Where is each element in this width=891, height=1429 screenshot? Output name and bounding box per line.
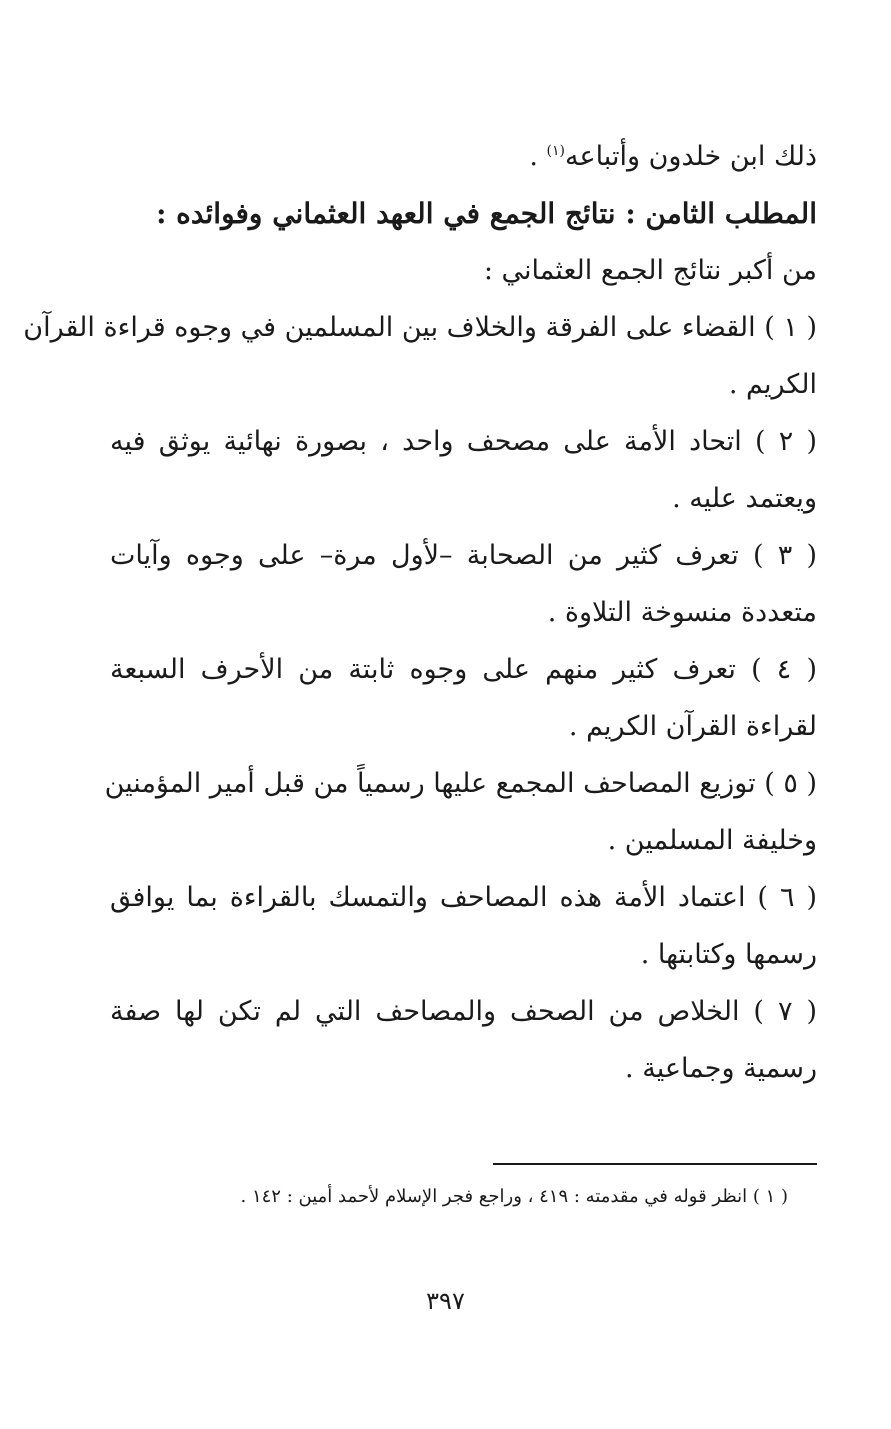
intro-line xyxy=(110,128,817,185)
list-item-5-line-1: ( ٥ ) توزيع المصاحف المجمع عليها رسمياً من قبل أمير المؤمنين xyxy=(104,768,817,799)
intro-end: . xyxy=(529,141,538,172)
list-item-3-line-2: متعددة منسوخة التلاوة . xyxy=(547,597,817,628)
intro-text: ذلك ابن خلدون وأتباعه xyxy=(564,141,817,172)
section-heading: المطلب الثامن : نتائج الجمع في العهد العثماني وفوائده : xyxy=(156,197,817,230)
list-item-1-line-1: ( ١ ) القضاء على الفرقة والخلاف بين المسلمين في وجوه قراءة القرآن xyxy=(23,312,817,343)
footnote-separator xyxy=(493,1163,817,1165)
list-item-4-line-1: ( ٤ ) تعرف كثير منهم على وجوه ثابتة من الأحرف السبعة xyxy=(110,654,817,685)
list-item-6-line-1: ( ٦ ) اعتماد الأمة هذه المصاحف والتمسك بالقراءة بما يوافق xyxy=(110,882,817,913)
main-text xyxy=(23,128,817,1097)
list-item-7-line-2: رسمية وجماعية . xyxy=(625,1053,817,1084)
lead-sentence: من أكبر نتائج الجمع العثماني : xyxy=(483,255,817,286)
page-number: ٣٩٧ xyxy=(426,1287,465,1315)
footnote: ( ١ ) انظر قوله في مقدمته : ٤١٩ ، وراجع فجر الإسلام لأحمد أمين : ١٤٢ . xyxy=(240,1186,788,1207)
list-item-2-line-1: ( ٢ ) اتحاد الأمة على مصحف واحد ، بصورة نهائية يوثق فيه xyxy=(110,426,817,457)
list-item-6-line-2: رسمها وكتابتها . xyxy=(640,939,817,970)
list-item-5-line-2: وخليفة المسلمين . xyxy=(607,825,817,856)
list-item-2-line-2: ويعتمد عليه . xyxy=(672,483,817,514)
list-item-4-line-2: لقراءة القرآن الكريم . xyxy=(568,711,817,742)
list-item-3-line-1: ( ٣ ) تعرف كثير من الصحابة –لأول مرة– على وجوه وآيات xyxy=(110,540,817,571)
list-item-1-line-2: الكريم . xyxy=(728,369,817,400)
list-item-7-line-1: ( ٧ ) الخلاص من الصحف والمصاحف التي لم تكن لها صفة xyxy=(110,996,817,1027)
footnote-marker: (١) xyxy=(546,143,565,159)
